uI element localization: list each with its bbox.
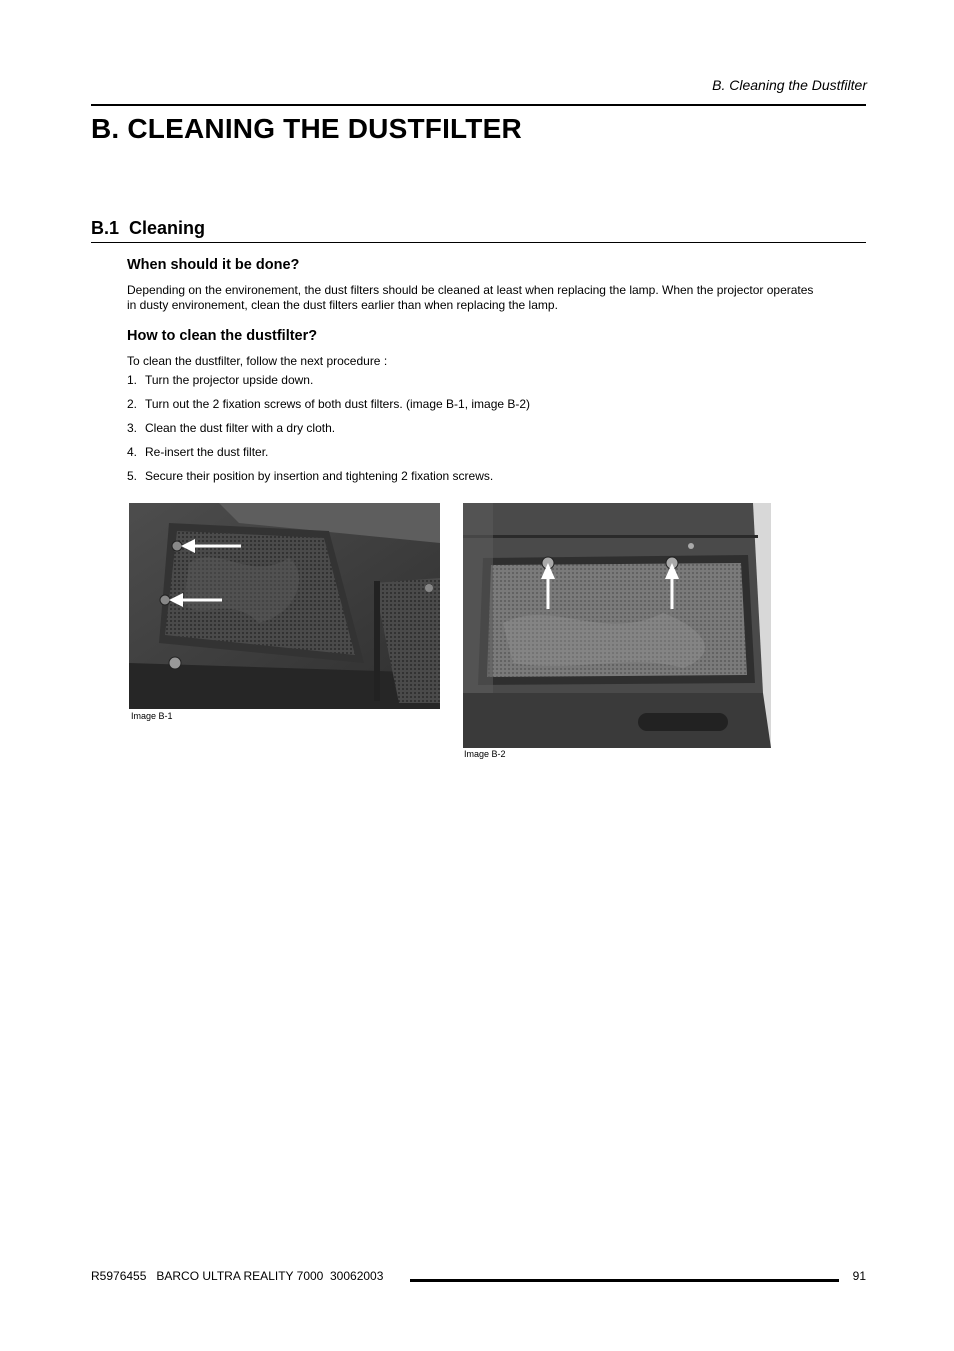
running-header: B. Cleaning the Dustfilter — [712, 77, 867, 93]
step-item — [127, 396, 867, 420]
step-number: 5. — [127, 469, 138, 483]
section-number: B.1 — [91, 218, 120, 238]
header-rule — [91, 104, 866, 106]
step-item — [127, 372, 867, 396]
step-text: Clean the dust filter with a dry cloth. — [145, 421, 336, 435]
step-text: Turn out the 2 fixation screws of both dust filters. (image B-1, image B-2) — [145, 397, 531, 411]
figure-caption-b1: Image B-1 — [131, 711, 173, 721]
step-item — [127, 444, 867, 468]
step-item — [127, 468, 867, 492]
dustfilter-photo-b1 — [129, 503, 440, 709]
how-intro: To clean the dustfilter, follow the next procedure : — [127, 354, 388, 368]
step-number: 2. — [127, 397, 138, 411]
step-text: Turn the projector upside down. — [145, 373, 314, 387]
figure-caption-b2: Image B-2 — [464, 749, 506, 759]
dustfilter-photo-b2-image — [463, 503, 771, 748]
section-title — [91, 218, 205, 239]
footer-document-id: R5976455 BARCO ULTRA REALITY 7000 30062003 — [91, 1269, 384, 1283]
step-number: 1. — [127, 373, 138, 387]
when-line-2: in dusty environement, clean the dust filters earlier than when replacing the lamp. — [127, 298, 558, 312]
section-rule — [91, 242, 866, 243]
when-line-1: Depending on the environement, the dust filters should be cleaned at least when replacing the lamp. When the projector operates — [127, 283, 814, 297]
section-name: Cleaning — [129, 218, 206, 238]
dustfilter-photo-b2 — [463, 503, 771, 748]
dustfilter-photo-b1-image — [129, 503, 440, 709]
step-text: Re-insert the dust filter. — [145, 445, 269, 459]
step-number: 3. — [127, 421, 138, 435]
how-heading: How to clean the dustfilter? — [127, 328, 318, 344]
when-heading: When should it be done? — [127, 257, 300, 273]
step-text: Secure their position by insertion and tightening 2 fixation screws. — [145, 469, 494, 483]
chapter-title: B. CLEANING THE DUSTFILTER — [91, 113, 522, 144]
step-number: 4. — [127, 445, 138, 459]
step-item — [127, 420, 867, 444]
page-number: 91 — [852, 1269, 866, 1283]
procedure-steps — [127, 372, 867, 492]
when-paragraph — [127, 283, 867, 313]
footer-rule — [410, 1279, 839, 1282]
